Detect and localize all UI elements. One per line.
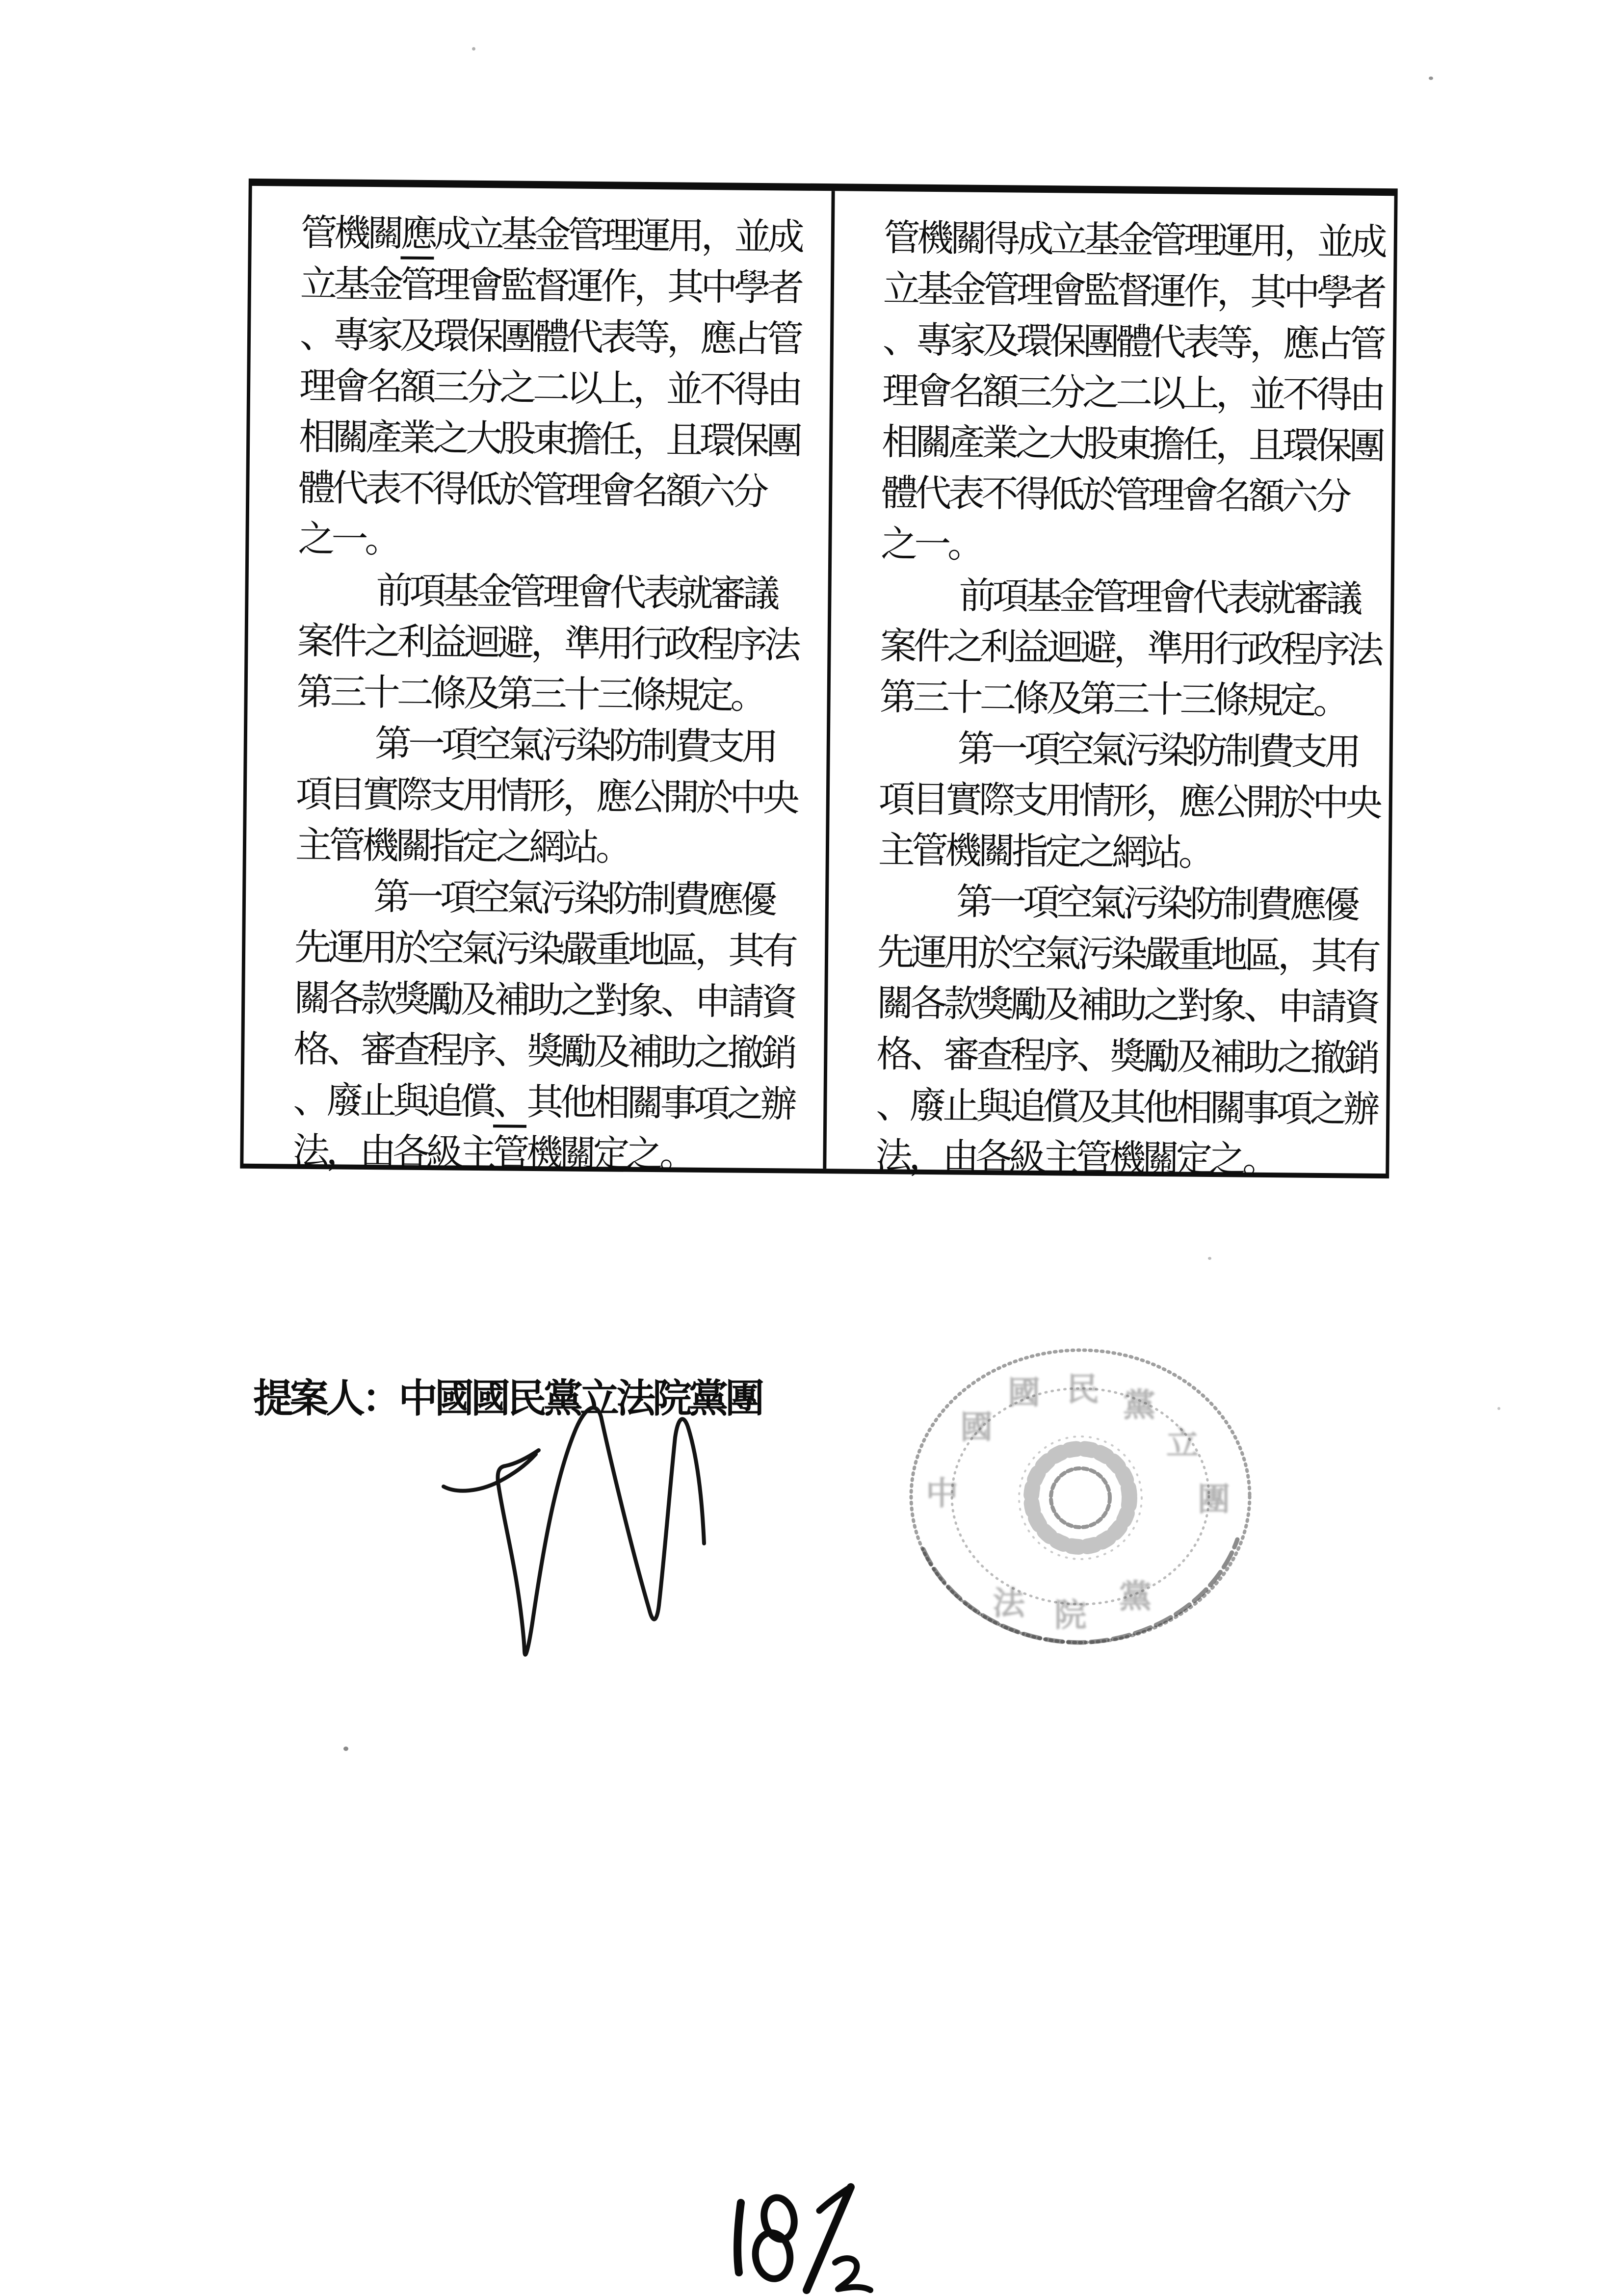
table-text-line — [293, 1075, 799, 1131]
table-text-line — [295, 769, 802, 825]
text-segment: 主管機關指定之網站。 — [295, 825, 629, 869]
text-segment: 、專家及環保團體代表等，應占管 — [882, 320, 1384, 365]
page-number-strokes — [717, 2167, 894, 2294]
text-segment: 理會名額三分之二以上，並不得由 — [299, 365, 800, 411]
text-segment: 、廢止與追償及其他相關事項之辦 — [876, 1085, 1377, 1130]
stamp-ring-character: 國 — [1008, 1375, 1040, 1411]
table-text-line — [300, 259, 807, 314]
text-segment: 、廢止與追償 — [293, 1080, 494, 1123]
text-segment: 、專家及環保團體代表等，應占管 — [299, 314, 801, 360]
party-seal-stamp — [904, 1343, 1257, 1652]
text-segment: 法，由各級主管機關定之。 — [292, 1131, 693, 1175]
text-segment: 立基金管理會監督運作，其中學者 — [300, 263, 801, 309]
stamp-ring-character: 黨 — [1123, 1387, 1155, 1424]
proposer-line: 提案人：中國國民黨立法院黨團 — [253, 1378, 761, 1421]
table-text-line — [881, 468, 1367, 523]
table-text-line — [876, 1080, 1377, 1136]
table-text-line — [877, 927, 1378, 983]
scan-speck — [472, 47, 475, 51]
table-text-line — [295, 820, 802, 876]
text-segment: 前項基金管理會代表就審議 — [959, 575, 1360, 620]
text-segment: 立基金管理會監督運作，其中學者 — [883, 269, 1384, 314]
handwritten-signature — [428, 1392, 732, 1677]
text-segment: 第一項空氣污染防制費支用 — [957, 729, 1359, 773]
text-segment: 法，由各級主管機關定之。 — [875, 1136, 1276, 1181]
text-segment: 前項基金管理會代表就審議 — [376, 571, 777, 615]
text-segment: 先運用於空氣污染嚴重地區，其有 — [877, 932, 1378, 977]
table-text-line — [879, 723, 1365, 779]
table-text-line — [880, 570, 1366, 626]
table-text-line — [878, 774, 1380, 830]
scan-speck — [1208, 1257, 1211, 1260]
underlined-amendment-text: 、 — [493, 1082, 527, 1128]
table-text-line — [296, 667, 803, 723]
text-segment: 第三十二條及第三十三條規定。 — [879, 677, 1347, 722]
table-text-line — [883, 264, 1384, 319]
table-text-line — [299, 412, 805, 468]
stamp-ring-character: 國 — [960, 1409, 993, 1446]
table-text-line — [298, 514, 804, 570]
text-segment: 主管機關指定之網站。 — [878, 830, 1212, 874]
text-segment: 體代表不得低於管理會名額六分 — [881, 473, 1349, 518]
signature-stroke-graphic — [428, 1392, 732, 1677]
text-segment: 關各款獎勵及補助之對象、申請資 — [876, 983, 1378, 1028]
table-text-line — [292, 1126, 799, 1182]
stamp-ring-character: 法 — [993, 1586, 1025, 1622]
text-segment: 體代表不得低於管理會名額六分 — [298, 468, 766, 513]
table-text-line — [300, 208, 807, 263]
text-segment: 關各款獎勵及補助之對象、申請資 — [293, 978, 795, 1023]
stamp-ring-character: 民 — [1067, 1372, 1099, 1408]
text-segment: 相關產業之大股東擔任，且環保團 — [881, 422, 1383, 468]
table-text-line — [295, 871, 801, 927]
text-segment: 第一項空氣污染防制費應優 — [373, 877, 774, 921]
table-text-line — [294, 922, 801, 978]
text-segment: 成立基金管理運用，並成 — [434, 214, 802, 258]
table-text-line — [878, 876, 1364, 932]
stamp-ring-character: 立 — [1166, 1426, 1199, 1462]
scan-speck — [1429, 77, 1433, 80]
table-text-line — [296, 718, 802, 774]
table-text-line — [880, 621, 1381, 677]
table-text-line — [882, 315, 1384, 370]
table-text-line — [881, 519, 1367, 574]
scan-speck — [1497, 1407, 1500, 1410]
text-segment: 格、審查程序、獎勵及補助之撤銷 — [293, 1029, 794, 1074]
text-segment: 項目實際支用情形，應公開於中央 — [878, 779, 1380, 824]
text-segment: 案件之利益迴避，準用行政程序法 — [880, 626, 1381, 671]
current-text-column — [826, 191, 1394, 1181]
table-text-line — [876, 978, 1378, 1034]
text-segment: 其他相關事項之辦 — [526, 1082, 794, 1125]
table-text-line — [298, 463, 805, 519]
text-segment: 第三十二條及第三十三條規定。 — [296, 672, 764, 717]
law-comparison-table — [240, 179, 1398, 1181]
text-segment: 先運用於空氣污染嚴重地區，其有 — [294, 927, 795, 972]
stamp-ring-character: 團 — [1198, 1482, 1230, 1518]
text-segment: 案件之利益迴避，準用行政程序法 — [297, 621, 798, 666]
text-segment: 項目實際支用情形，應公開於中央 — [295, 774, 797, 819]
text-segment: 格、審查程序、獎勵及補助之撤銷 — [876, 1034, 1377, 1079]
stamp-ring-character: 院 — [1054, 1597, 1087, 1634]
stamp-ring-character: 黨 — [1119, 1579, 1152, 1615]
table-text-line — [875, 1131, 1362, 1187]
table-text-line — [876, 1029, 1377, 1085]
text-segment: 管機關 — [300, 212, 401, 255]
underlined-amendment-text: 應 — [400, 214, 434, 260]
text-segment: 管機關得成立基金管理運用，並成 — [883, 218, 1385, 263]
table-text-line — [297, 565, 804, 621]
table-text-line — [882, 366, 1383, 421]
text-segment: 理會名額三分之二以上，並不得由 — [882, 371, 1383, 417]
scan-speck — [343, 1747, 348, 1751]
text-segment: 之一。 — [881, 524, 981, 566]
amended-text-column — [243, 186, 835, 1175]
text-segment: 之一。 — [298, 519, 398, 561]
table-text-line — [297, 616, 803, 672]
table-text-line — [879, 672, 1365, 728]
table-text-line — [293, 1024, 800, 1080]
text-segment: 第一項空氣污染防制費支用 — [374, 724, 776, 768]
table-text-line — [878, 825, 1364, 881]
table-text-line — [294, 973, 800, 1029]
table-text-line — [299, 361, 806, 417]
page-number — [717, 2167, 894, 2294]
stamp-ring-character: 中 — [926, 1476, 958, 1512]
table-text-line — [883, 213, 1385, 268]
table-text-line — [881, 417, 1383, 472]
text-segment: 第一項空氣污染防制費應優 — [956, 882, 1357, 926]
table-text-line — [300, 310, 806, 365]
text-segment: 相關產業之大股東擔任，且環保團 — [298, 417, 800, 462]
